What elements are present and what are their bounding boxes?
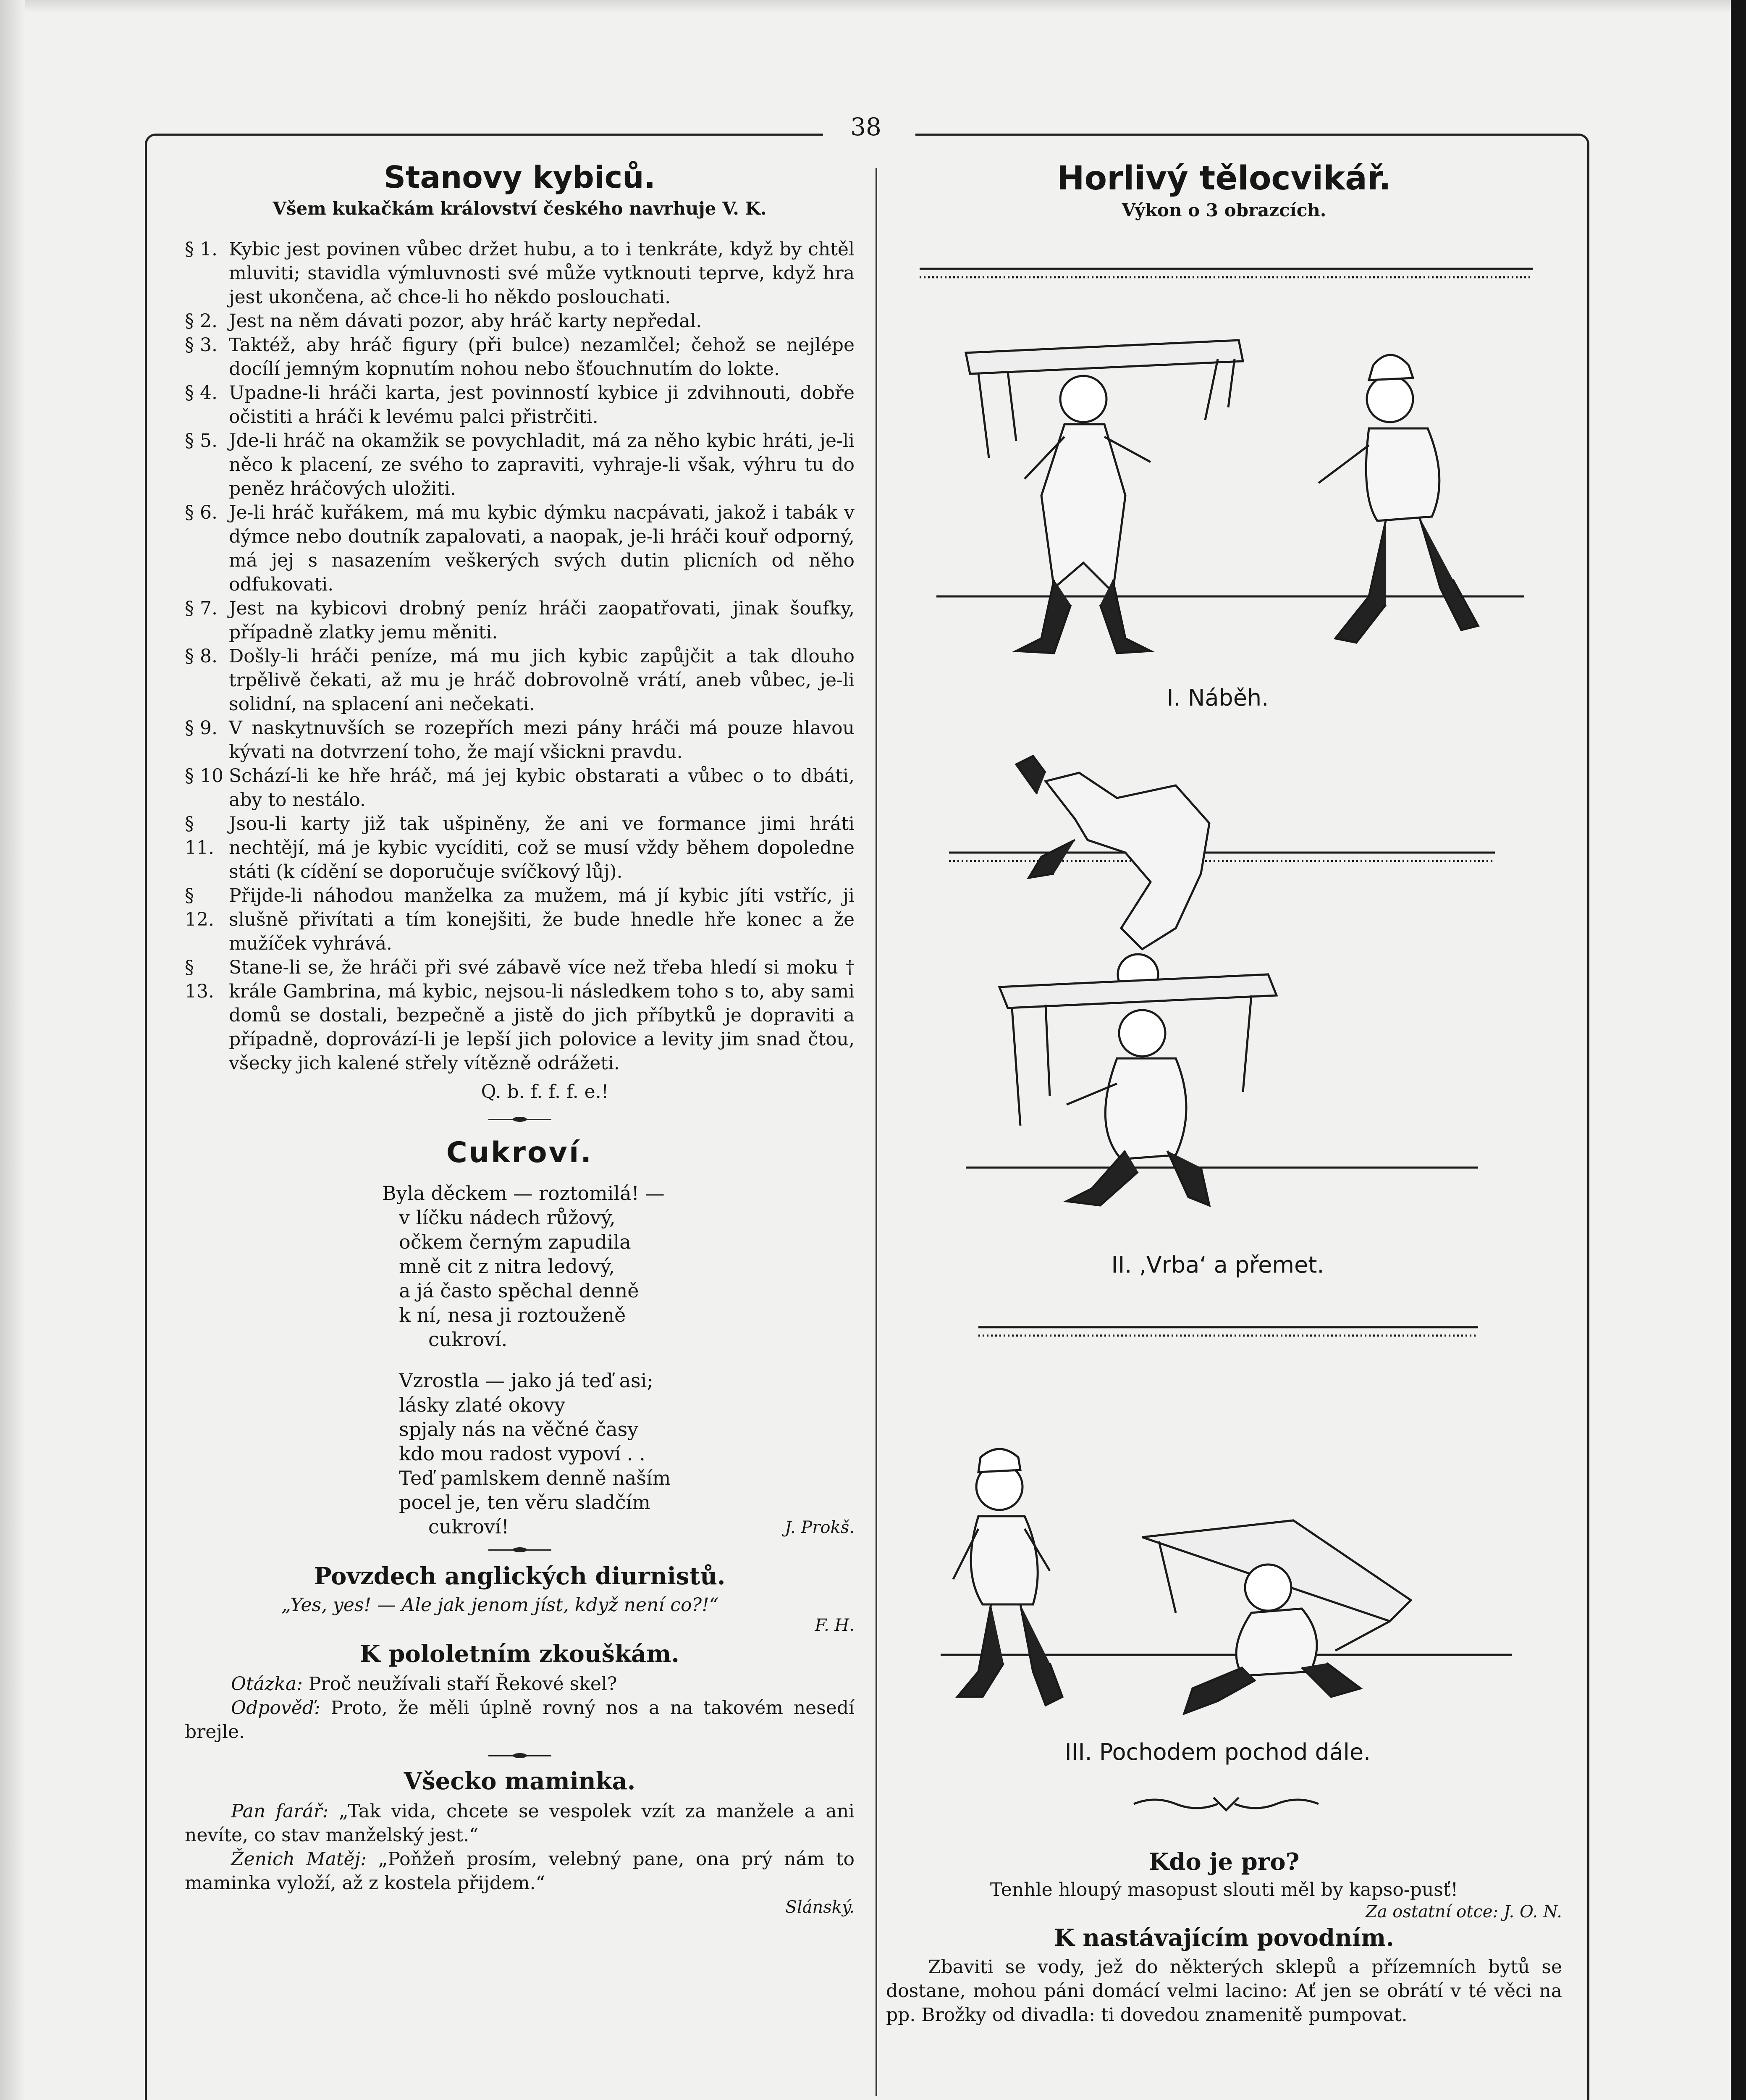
- sigh-text: „Yes, yes! — Ale jak jenom jíst, když není co?!“: [281, 1594, 719, 1616]
- mother-line-2: [185, 1847, 855, 1895]
- paragraph: [185, 596, 855, 644]
- illustration-1: [915, 260, 1537, 680]
- poem-title: Cukroví.: [446, 1136, 593, 1169]
- mother-title: Všecko maminka.: [404, 1767, 636, 1795]
- caption-1: I. Náběh.: [1167, 685, 1269, 711]
- paragraph-mark: § 12.: [185, 885, 214, 930]
- poem-line: očkem černým zapudila: [399, 1231, 631, 1253]
- mother-text-2: „Poňžeň prosím, velebný pane, ona prý nám to maminka vyloží, až z kostela přijdem.“: [185, 1848, 855, 1894]
- paragraph-mark: § 4.: [185, 382, 218, 404]
- exam-question-text: Proč neužívali staří Řekové skel?: [308, 1673, 617, 1695]
- stanovy-body: [185, 237, 855, 1075]
- who-text: Tenhle hloupý masopust slouti měl by kapso-pusť!: [990, 1879, 1458, 1900]
- poem-line: Vzrostla — jako já teď asi;: [399, 1369, 653, 1392]
- poem-line: a já často spěchal denně: [399, 1279, 639, 1302]
- poem-stanza-2: [185, 1368, 855, 1539]
- exam-title: K pololetním zkouškám.: [360, 1640, 679, 1668]
- poem-author: J. Prokš.: [785, 1518, 855, 1537]
- mother-line-1: [185, 1799, 855, 1847]
- paragraph: [185, 333, 855, 381]
- paragraph-text: Jsou-li karty již tak ušpiněny, že ani ve formance jimi hráti nechtějí, má je kybic vycíditi, což se musí vždy během dopoledne státi (k cídění se doporučuje svíčkový lůj).: [229, 813, 855, 882]
- flood-text: Zbaviti se vody, jež do některých sklepů a přízemních bytů se dostane, mohou páni domácí velmi lacino: Ať jen se obrátí v té věci na pp. Brožky od divadla: ti dovedou znamenitě pumpovat.: [886, 1956, 1562, 2026]
- paragraph: [185, 237, 855, 309]
- paragraph-text: Upadne-li hráči karta, jest povinností kybice ji zdvihnouti, dobře očistiti a hráči k levému palci přistrčiti.: [229, 382, 855, 428]
- paragraph: [185, 381, 855, 429]
- sigh-title: Povzdech anglických diurnistů.: [314, 1562, 726, 1590]
- illustration-3: [924, 1319, 1520, 1730]
- sigh-author: F. H.: [815, 1616, 855, 1635]
- decorative-flourish: [1130, 1793, 1323, 1814]
- paragraph-text: Schází-li ke hře hráč, má jej kybic obstarati a vůbec o to dbáti, aby to nestálo.: [229, 765, 855, 811]
- poem-line: kdo mou radost vypoví . .: [399, 1442, 645, 1465]
- mother-text-1: „Tak vida, chcete se vespolek vzít za manžele a ani nevíte, co stav manželský jest.“: [185, 1801, 855, 1846]
- who-title: Kdo je pro?: [1148, 1848, 1300, 1876]
- poem-line: Teď pamlskem denně naším: [399, 1467, 671, 1489]
- paragraph-text: Jde-li hráč na okamžik se povychladit, má za něho kybic hráti, je-li něco k placení, ze svého to zapraviti, vyhraje-li však, výhru tu do peněz hráčových uložiti.: [229, 430, 855, 499]
- mother-author: Slánský.: [785, 1898, 855, 1917]
- paragraph: [185, 309, 855, 333]
- paragraph-text: Je-li hráč kuřákem, má mu kybic dýmku nacpávati, jakož i tabák v dýmce nebo doutník zapalovati, a naopak, je-li hráči kouř odporný, má jej s nasazením veškerých svých dutin plicních od něho odfukovati.: [229, 502, 855, 595]
- paragraph-mark: § 3.: [185, 334, 218, 356]
- poem-line: Byla děckem — roztomilá! —: [382, 1182, 665, 1205]
- poem-line: pocel je, ten věru sladčím: [399, 1491, 650, 1514]
- exam-answer-label: Odpověď:: [231, 1697, 320, 1719]
- paragraph-text: Přijde-li náhodou manželka za mužem, má jí kybic jíti vstříc, ji slušně přivítati a tím konejšiti, že bude hnedle hře konec a že mužíček vyhrává.: [229, 885, 855, 954]
- poem-line: lásky zlaté okovy: [399, 1394, 566, 1416]
- paragraph-mark: § 5.: [185, 430, 218, 452]
- poem-line: cukroví.: [428, 1328, 508, 1351]
- who-author: Za ostatní otce: J. O. N.: [1365, 1902, 1562, 1922]
- poem-stanza-1: [185, 1181, 855, 1352]
- page-number: 38: [850, 113, 881, 141]
- paragraph-text: Došly-li hráči peníze, má mu jich kybic zapůjčit a tak dlouho trpělivě čekati, až mu je hráč dobrovolně vrátí, aneb vůbec, je-li solidní, na splacení ani nečekati.: [229, 646, 855, 715]
- paragraph-mark: § 2.: [185, 310, 218, 332]
- paragraph-mark: § 10: [185, 765, 223, 787]
- exam-body: [185, 1672, 855, 1744]
- paragraph: [185, 956, 855, 1075]
- mother-body: [185, 1799, 855, 1895]
- exam-question: [185, 1672, 855, 1696]
- poem-line: spjaly nás na věčné časy: [399, 1418, 639, 1441]
- poem-line: cukroví!: [428, 1515, 509, 1538]
- exam-answer: [185, 1696, 855, 1744]
- paragraph-mark: § 11.: [185, 813, 214, 858]
- stanovy-closing: Q. b. f. f. f. e.!: [481, 1081, 609, 1102]
- stanovy-subtitle: Všem kukačkám království českého navrhuje V. K.: [273, 198, 767, 219]
- paragraph-mark: § 9.: [185, 717, 218, 739]
- paragraph-mark: § 7.: [185, 598, 218, 619]
- scan-edge-left: [0, 0, 25, 2100]
- paragraph-text: Taktéž, aby hráč figury (při bulce) nezamlčel; čehož se nejlépe docílí jemným kopnutím nohou nebo šťouchnutím do lokte.: [229, 334, 855, 380]
- paragraph-mark: § 8.: [185, 646, 218, 667]
- ornament-divider: [488, 1753, 551, 1758]
- paragraph-mark: § 6.: [185, 502, 218, 523]
- right-column: [886, 160, 1562, 220]
- column-divider: [876, 168, 877, 2096]
- ornament-divider: [488, 1547, 551, 1552]
- paragraph: [185, 716, 855, 764]
- caption-3: III. Pochodem pochod dále.: [1064, 1739, 1371, 1765]
- poem-line: mně cit z nitra ledový,: [399, 1255, 615, 1278]
- paragraph: [185, 884, 855, 956]
- paragraph-text: Kybic jest povinen vůbec držet hubu, a to i tenkráte, když by chtěl mluviti; stavidla výmluvnosti své může vytknouti teprve, když hra jest ukončena, ač chce-li ho někdo poslouchati.: [229, 239, 855, 308]
- illustration-2: [941, 748, 1503, 1243]
- flood-title: K nastávajícím povodním.: [1054, 1924, 1394, 1952]
- gymnast-title: Horlivý tělocvikář.: [1057, 160, 1391, 197]
- caption-2: II. ‚Vrba‘ a přemet.: [1111, 1252, 1324, 1278]
- stanovy-title: Stanovy kybiců.: [384, 160, 655, 195]
- mother-speaker-1: Pan farář:: [231, 1801, 329, 1822]
- exam-answer-text: Proto, že měli úplně rovný nos a na takovém nesedí brejle.: [185, 1697, 855, 1743]
- ornament-divider: [488, 1117, 551, 1122]
- paragraph-mark: § 13.: [185, 957, 214, 1002]
- paragraph: [185, 812, 855, 884]
- mother-speaker-2: Ženich Matěj:: [231, 1848, 367, 1870]
- paragraph-text: Jest na něm dávati pozor, aby hráč karty nepředal.: [229, 310, 702, 332]
- paragraph: [185, 429, 855, 501]
- scan-edge-top: [0, 0, 1746, 13]
- gymnast-subtitle: Výkon o 3 obrazcích.: [1122, 200, 1327, 220]
- scan-edge-right: [1731, 0, 1746, 2100]
- right-bottom-block: [886, 1848, 1562, 2027]
- paragraph: [185, 644, 855, 716]
- paragraph-text: V naskytnuvších se rozepřích mezi pány hráči má pouze hlavou kývati na dotvrzení toho, že mají všickni pravdu.: [229, 717, 855, 763]
- paragraph: [185, 764, 855, 812]
- paragraph-text: Stane-li se, že hráči při své zábavě více než třeba hledí si moku † krále Gambrina, má kybic, nejsou-li následkem toho s to, aby sami domů se dostali, bezpečně a jistě do jich příbytků je dopraviti a případně, doprovází-li je lepší jich polovice a levity jim snad čtou, všecky jich kalené střely vítězně odrážeti.: [229, 957, 855, 1074]
- paragraph: [185, 501, 855, 596]
- paragraph-mark: § 1.: [185, 239, 218, 260]
- paragraph-text: Jest na kybicovi drobný peníz hráči zaopatřovati, jinak šoufky, případně zlatky jemu měniti.: [229, 598, 855, 643]
- left-column: [185, 160, 855, 1917]
- poem-line: k ní, nesa ji roztouženě: [399, 1304, 626, 1326]
- exam-question-label: Otázka:: [231, 1673, 303, 1695]
- poem-line: v líčku nádech růžový,: [399, 1206, 616, 1229]
